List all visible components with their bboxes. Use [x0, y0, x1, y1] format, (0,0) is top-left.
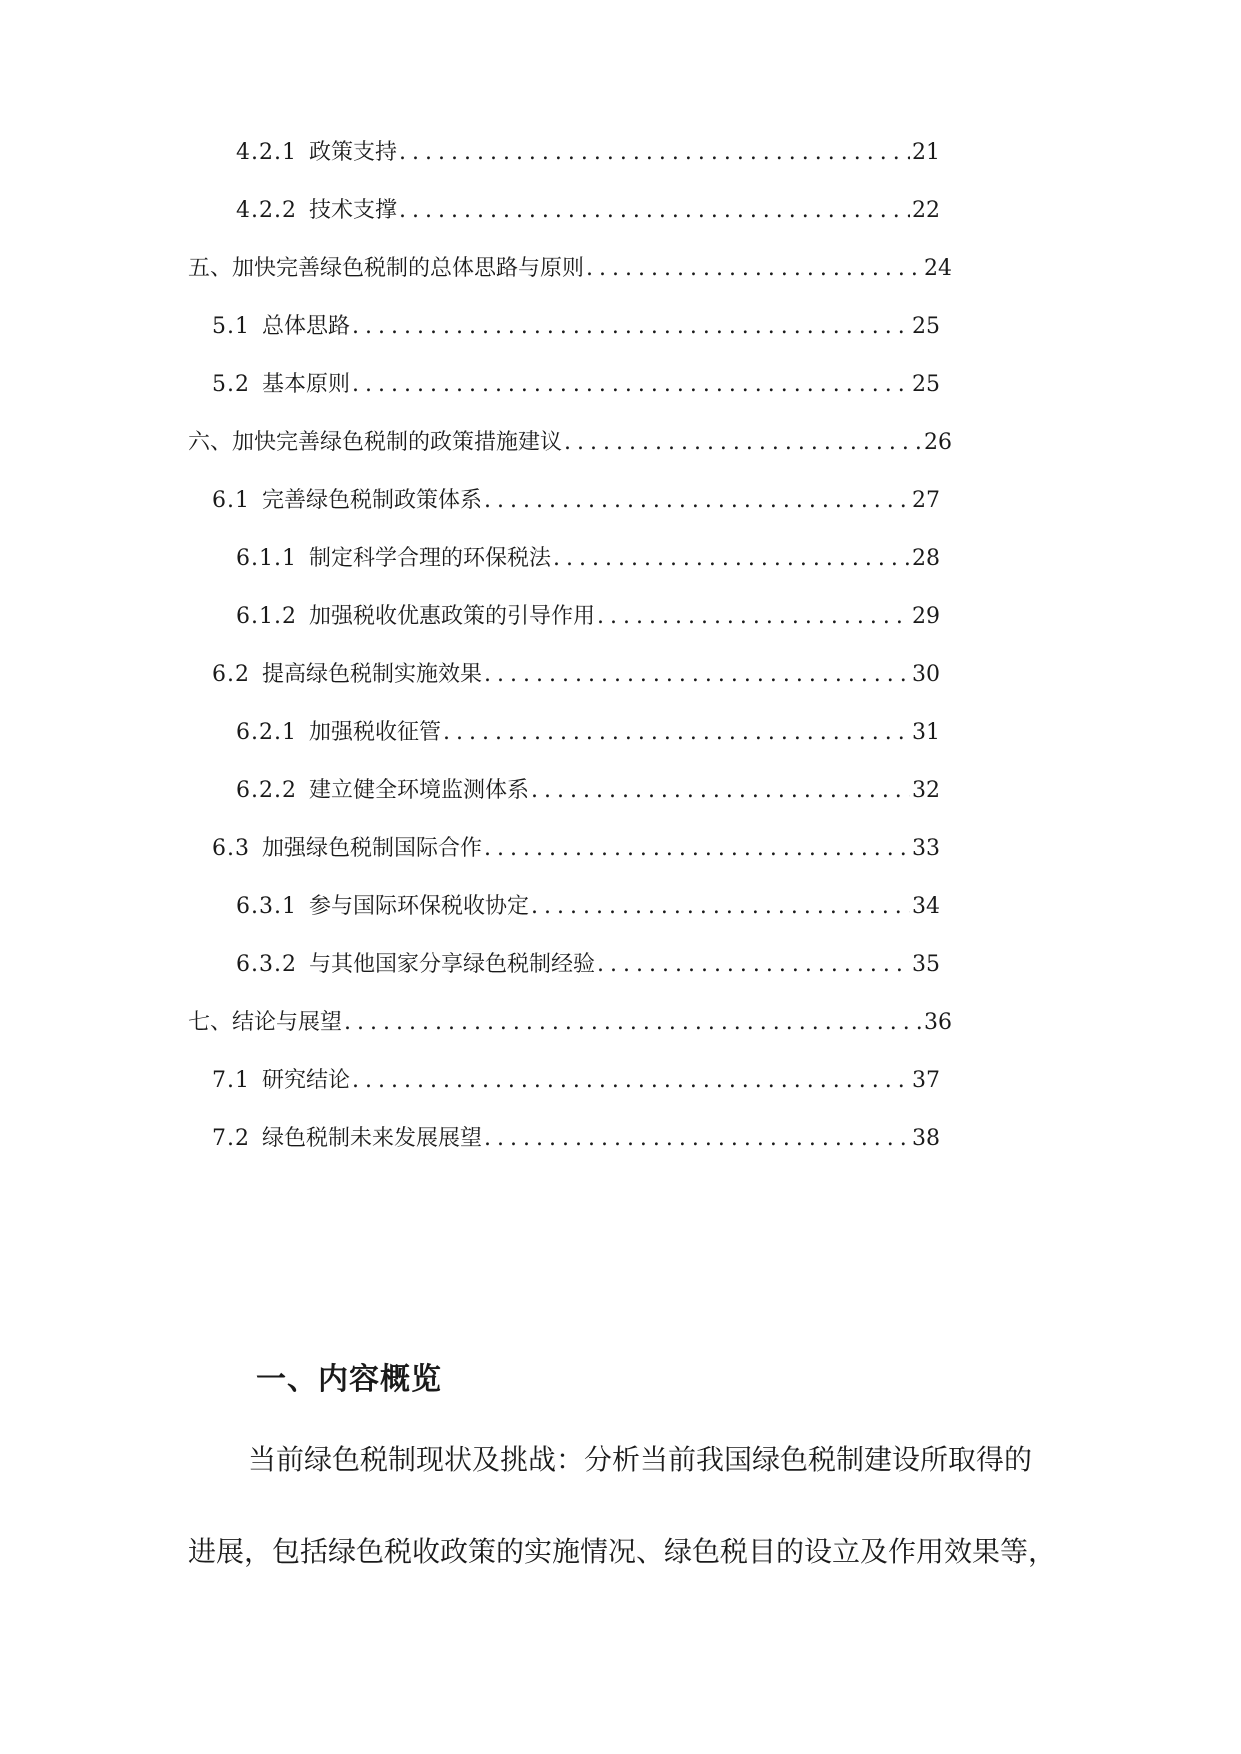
toc-entry-title: 研究结论 [262, 1068, 351, 1093]
toc-entry-page-number: 26 [924, 430, 952, 455]
toc-entry[interactable] [236, 947, 940, 983]
toc-entry[interactable] [212, 483, 940, 519]
body-paragraph-line-2: 进展，包括绿色税收政策的实施情况、绿色税目的设立及作用效果等， [188, 1535, 1057, 1568]
toc-entry-title: 政策支持 [308, 140, 397, 165]
toc-entry-number: 5.1 [212, 314, 250, 339]
toc-dot-leader [484, 483, 910, 519]
toc-entry[interactable] [188, 425, 952, 461]
toc-entry-number: 6.3.2 [236, 952, 297, 977]
toc-entry-title: 七、结论与展望 [188, 1010, 343, 1035]
toc-entry-title: 绿色税制未来发展展望 [262, 1126, 483, 1151]
toc-dot-leader [484, 657, 910, 693]
toc-entry-number: 7.1 [212, 1068, 250, 1093]
toc-dot-leader [484, 831, 910, 867]
toc-entry-page-number: 34 [912, 894, 940, 919]
toc-entry-page-number: 28 [912, 546, 940, 571]
toc-dot-leader [352, 1063, 910, 1099]
toc-entry-title: 制定科学合理的环保税法 [308, 546, 551, 571]
toc-dot-leader [399, 193, 910, 229]
toc-entry-page-number: 25 [912, 372, 940, 397]
toc-dot-leader [352, 309, 910, 345]
toc-dot-leader [597, 947, 910, 983]
toc-entry-page-number: 33 [912, 836, 940, 861]
toc-entry[interactable] [212, 309, 940, 345]
toc-entry-title: 基本原则 [262, 372, 351, 397]
toc-entry[interactable] [212, 1063, 940, 1099]
toc-entry-title: 五、加快完善绿色税制的总体思路与原则 [188, 256, 585, 281]
body-paragraph-line-1: 当前绿色税制现状及挑战：分析当前我国绿色税制建设所取得的 [248, 1443, 1033, 1476]
toc-entry-number: 6.1.2 [236, 604, 297, 629]
toc-entry-title: 加强绿色税制国际合作 [262, 836, 483, 861]
toc-entry-page-number: 35 [912, 952, 940, 977]
toc-entry-page-number: 36 [924, 1010, 952, 1035]
toc-entry-number: 4.2.1 [236, 140, 297, 165]
section-heading: 一、内容概览 [256, 1362, 442, 1397]
toc-entry-number: 6.2 [212, 662, 250, 687]
toc-entry[interactable] [212, 1121, 940, 1157]
toc-entry[interactable] [212, 831, 940, 867]
toc-entry-number: 7.2 [212, 1126, 250, 1151]
toc-entry-title: 建立健全环境监测体系 [308, 778, 529, 803]
toc-entry-title: 完善绿色税制政策体系 [262, 488, 483, 513]
toc-entry-number: 6.1 [212, 488, 250, 513]
toc-entry-page-number: 32 [912, 778, 940, 803]
toc-entry-title: 与其他国家分享绿色税制经验 [308, 952, 595, 977]
toc-entry[interactable] [236, 193, 940, 229]
toc-dot-leader [484, 1121, 910, 1157]
toc-dot-leader [531, 773, 910, 809]
toc-entry-number: 6.1.1 [236, 546, 297, 571]
toc-entry[interactable] [212, 367, 940, 403]
toc-entry-title: 加强税收优惠政策的引导作用 [308, 604, 595, 629]
toc-entry-title: 六、加快完善绿色税制的政策措施建议 [188, 430, 563, 455]
toc-dot-leader [597, 599, 910, 635]
toc-entry-number: 6.2.1 [236, 720, 297, 745]
toc-entry[interactable] [236, 541, 940, 577]
toc-entry-page-number: 24 [924, 256, 952, 281]
toc-entry-page-number: 31 [912, 720, 940, 745]
toc-entry[interactable] [236, 135, 940, 171]
toc-entry-page-number: 38 [912, 1126, 940, 1151]
toc-dot-leader [399, 135, 910, 171]
toc-entry-title: 加强税收征管 [308, 720, 441, 745]
toc-entry-page-number: 30 [912, 662, 940, 687]
toc-dot-leader [531, 889, 910, 925]
toc-entry-page-number: 21 [912, 140, 940, 165]
toc-entry-title: 参与国际环保税收协定 [308, 894, 529, 919]
toc-dot-leader [553, 541, 910, 577]
toc-entry-number: 4.2.2 [236, 198, 297, 223]
toc-entry[interactable] [236, 889, 940, 925]
toc-entry-page-number: 29 [912, 604, 940, 629]
toc-entry[interactable] [236, 715, 940, 751]
toc-entry[interactable] [236, 599, 940, 635]
toc-entry-number: 6.2.2 [236, 778, 297, 803]
toc-entry-page-number: 22 [912, 198, 940, 223]
toc-entry-page-number: 25 [912, 314, 940, 339]
toc-entry-title: 总体思路 [262, 314, 351, 339]
toc-entry-title: 提高绿色税制实施效果 [262, 662, 483, 687]
toc-entry-page-number: 37 [912, 1068, 940, 1093]
toc-dot-leader [564, 425, 922, 461]
toc-dot-leader [352, 367, 910, 403]
toc-entry-number: 6.3.1 [236, 894, 297, 919]
toc-entry-number: 6.3 [212, 836, 250, 861]
toc-entry[interactable] [212, 657, 940, 693]
toc-dot-leader [344, 1005, 922, 1041]
toc-entry[interactable] [188, 1005, 952, 1041]
toc-entry-number: 5.2 [212, 372, 250, 397]
toc-entry-title: 技术支撑 [308, 198, 397, 223]
toc-entry-page-number: 27 [912, 488, 940, 513]
toc-entry[interactable] [188, 251, 952, 287]
toc-entry[interactable] [236, 773, 940, 809]
toc-dot-leader [443, 715, 910, 751]
toc-dot-leader [586, 251, 922, 287]
